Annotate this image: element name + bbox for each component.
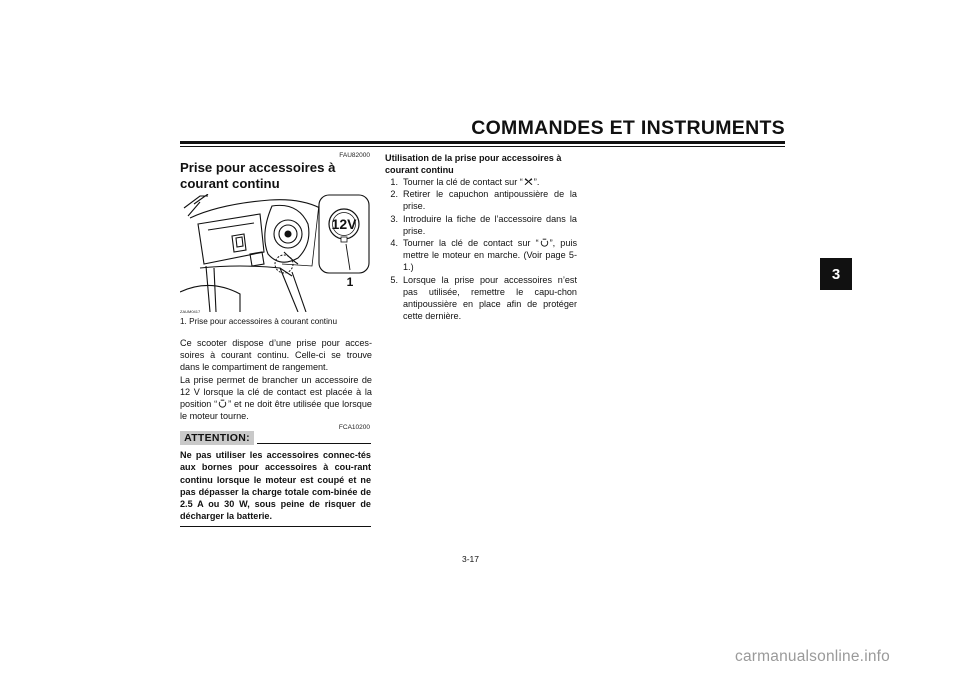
- chapter-tab[interactable]: 3: [820, 258, 852, 290]
- page-header-title: COMMANDES ET INSTRUMENTS: [471, 117, 785, 139]
- watermark-link[interactable]: carmanualsonline.info: [735, 648, 890, 665]
- step-text-start: Tourner la clé de contact sur “: [403, 177, 523, 187]
- usage-section: [385, 152, 577, 322]
- usage-title: Utilisation de la prise pour accessoires à courant continu: [385, 153, 562, 175]
- voltage-label: 12V: [331, 216, 357, 232]
- step-number: 5.: [390, 274, 398, 285]
- attention-badge: ATTENTION:: [180, 431, 254, 445]
- dc-socket-illustration: [180, 194, 370, 312]
- paragraph-usage-end: ” et ne doit être utilisée que lorsque le moteur tourne.: [180, 399, 372, 422]
- step-number: 1.: [390, 177, 398, 187]
- list-item: [385, 213, 577, 237]
- body-text: [180, 337, 372, 422]
- step-number: 4.: [390, 238, 398, 249]
- paragraph-usage-start: La prise permet de brancher un accessoire de 12 V lorsque la clé de contact est placée à la position “: [180, 374, 372, 410]
- section-code: FAU82000: [339, 152, 370, 159]
- page-number: 3-17: [462, 554, 480, 564]
- usage-steps: [385, 176, 577, 322]
- attention-rule-top: [257, 443, 371, 444]
- header-rule-thin: [180, 146, 785, 147]
- callout-number: 1: [346, 275, 354, 289]
- attention-rule-bottom: [180, 526, 371, 527]
- paragraph-usage: [180, 374, 372, 423]
- attention-text: Ne pas utiliser les accessoires connec-tés aux bornes pour accessoires à cou-rant continu lorsque le moteur est coupé et ne pas dépasser la charge totale com-binée de 2.5 A ou 30 W, sous peine de risquer de décharger la batterie.: [180, 450, 371, 522]
- step-text: [403, 237, 577, 274]
- step-number: 2.: [390, 189, 398, 200]
- step-text: Introduire la fiche de l’accessoire dans la prise.: [403, 213, 577, 236]
- scooter-storage-drawing: [180, 194, 370, 312]
- step-text-end: ”.: [533, 177, 540, 187]
- step-text-start: Tourner la clé de contact sur “: [403, 238, 539, 249]
- step-text: [403, 176, 577, 188]
- off-key-icon: [524, 177, 533, 186]
- list-item: [385, 176, 577, 188]
- section-title: Prise pour accessoires à courant continu: [180, 160, 336, 191]
- header-rule: [180, 141, 785, 144]
- step-text: Lorsque la prise pour accessoires n’est pas utilisée, remettre le capu-chon antipoussière en place afin de protéger cette dernière.: [403, 274, 577, 322]
- paragraph-intro: Ce scooter dispose d’une prise pour acces-soires à courant continu. Celle-ci se trouve dans le compartiment de rangement.: [180, 338, 372, 373]
- list-item: [385, 188, 577, 212]
- illustration-code: ZAUM0417: [180, 309, 201, 314]
- list-item: [385, 274, 577, 323]
- illustration-caption: 1. Prise pour accessoires à courant continu: [180, 317, 338, 326]
- step-text-end: ”, puis mettre le moteur en marche. (Voir page 5-1.): [403, 238, 577, 273]
- on-key-icon: [218, 399, 227, 408]
- list-item: [385, 237, 577, 274]
- attention-code: FCA10200: [338, 424, 370, 431]
- on-key-icon: [540, 238, 549, 247]
- step-text: Retirer le capuchon antipoussière de la prise.: [403, 189, 577, 212]
- step-number: 3.: [390, 213, 398, 224]
